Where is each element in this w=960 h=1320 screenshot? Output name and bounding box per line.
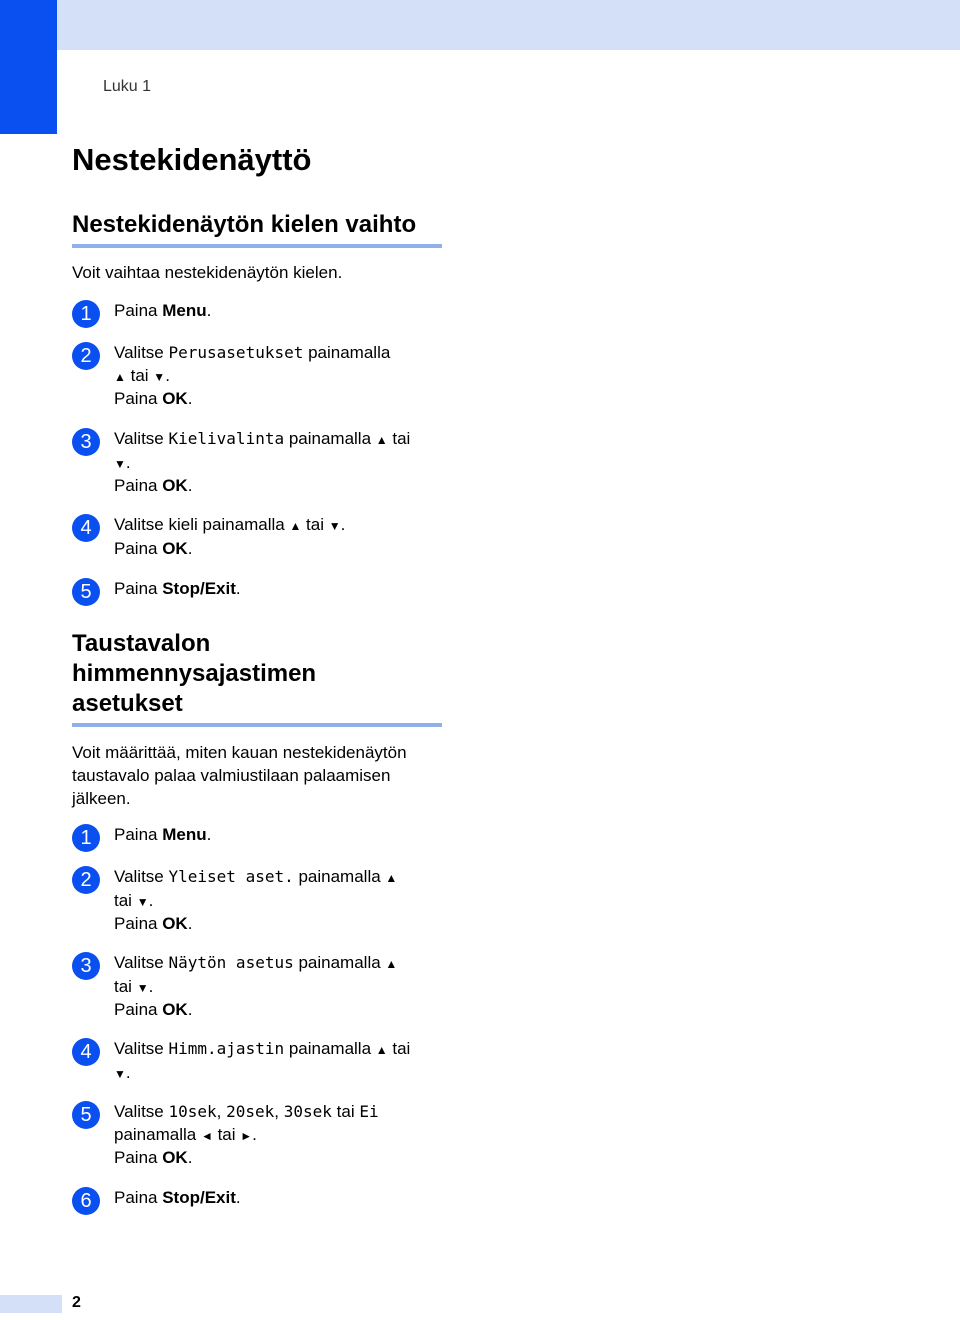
up-arrow-icon: ▲ (289, 519, 302, 533)
key-menu: Menu (162, 825, 207, 844)
menu-option: Perusasetukset (168, 343, 304, 362)
key-menu: Menu (162, 301, 207, 320)
section-heading-language: Nestekidenäytön kielen vaihto (72, 211, 417, 238)
step-number: 3 (72, 952, 100, 980)
down-arrow-icon: ▼ (136, 894, 149, 909)
section-heading-backlight: Taustavalon himmennysajastimen asetukset (72, 630, 317, 717)
down-arrow-icon: ▼ (114, 1066, 126, 1081)
down-arrow-icon: ▼ (136, 980, 149, 995)
section-intro: Voit määrittää, miten kauan nestekidenäytön taustavalo palaa valmiustilaan palaamisen jälkeen. (72, 743, 407, 808)
chapter-tab (0, 0, 57, 134)
key-ok: OK (162, 1148, 188, 1167)
key-ok: OK (162, 476, 188, 495)
key-ok: OK (162, 914, 188, 933)
step-number: 2 (72, 342, 100, 370)
step-number: 4 (72, 1038, 100, 1066)
menu-option: Näytön asetus (168, 953, 294, 972)
up-arrow-icon: ▲ (385, 957, 398, 971)
right-arrow-icon: ► (240, 1128, 253, 1143)
step-number: 5 (72, 1101, 100, 1129)
step-number: 1 (72, 300, 100, 328)
section-rule (72, 723, 442, 727)
step-number: 1 (72, 824, 100, 852)
step-number: 6 (72, 1187, 100, 1215)
step-number: 4 (72, 514, 100, 542)
step-number: 2 (72, 866, 100, 894)
header-band (0, 0, 960, 50)
step-number: 5 (72, 578, 100, 606)
menu-option: 20sek (226, 1102, 275, 1121)
left-arrow-icon: ◄ (200, 1128, 213, 1143)
key-ok: OK (162, 1000, 188, 1019)
down-arrow-icon: ▼ (153, 369, 166, 384)
down-arrow-icon: ▼ (114, 456, 126, 471)
menu-option: Kielivalinta (168, 429, 285, 448)
footer-band (0, 1295, 62, 1313)
menu-option: Ei (359, 1102, 379, 1121)
up-arrow-icon: ▲ (375, 1043, 388, 1057)
up-arrow-icon: ▲ (375, 433, 388, 447)
page-title: Nestekidenäyttö (72, 142, 312, 177)
menu-option: Himm.ajastin (168, 1039, 285, 1058)
key-stop-exit: Stop/Exit (162, 579, 236, 598)
menu-option: 10sek (168, 1102, 217, 1121)
up-arrow-icon: ▲ (114, 369, 126, 384)
key-stop-exit: Stop/Exit (162, 1188, 236, 1207)
menu-option: 30sek (283, 1102, 332, 1121)
menu-option: Yleiset aset. (168, 867, 294, 886)
down-arrow-icon: ▼ (328, 519, 341, 533)
step-number: 3 (72, 428, 100, 456)
section-rule (72, 244, 442, 248)
chapter-label: Luku 1 (103, 78, 152, 95)
page-number: 2 (72, 1294, 81, 1311)
section-intro: Voit vaihtaa nestekidenäytön kielen. (72, 263, 343, 282)
key-ok: OK (162, 538, 188, 558)
up-arrow-icon: ▲ (385, 871, 398, 885)
key-ok: OK (162, 389, 188, 408)
